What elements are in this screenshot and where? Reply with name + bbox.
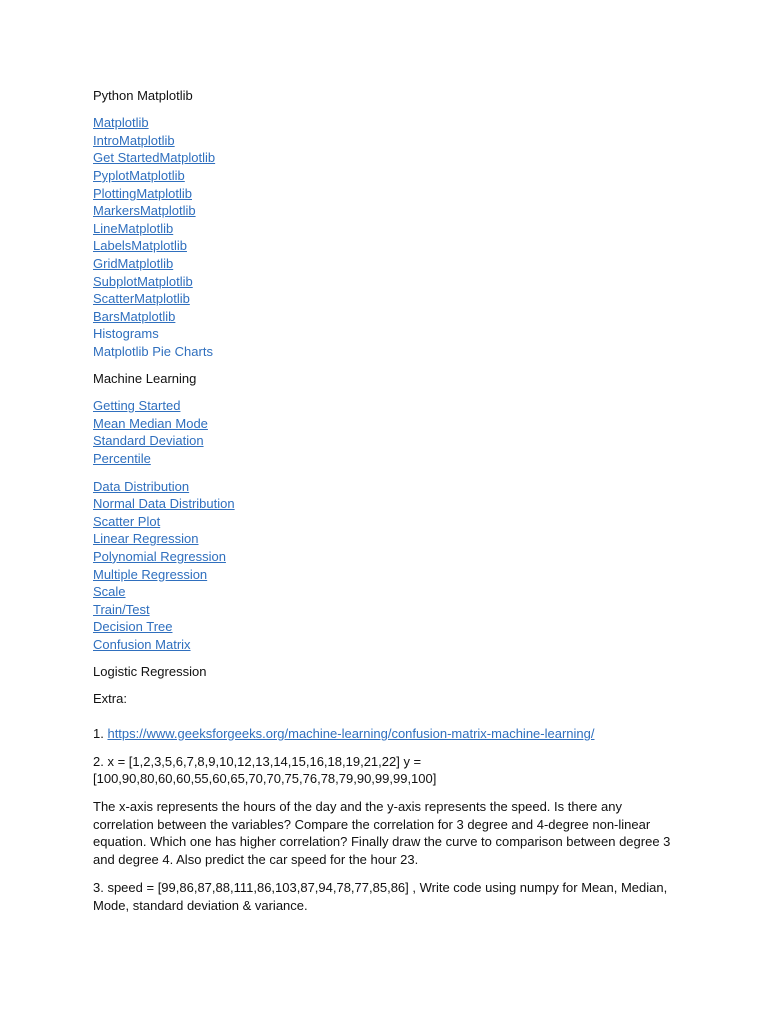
link-mean-median-mode[interactable]: Mean Median Mode	[93, 415, 208, 431]
list-item	[93, 450, 683, 468]
list-item	[93, 432, 683, 450]
list-item	[93, 308, 683, 326]
link-barsmatplotlib[interactable]: BarsMatplotlib	[93, 308, 176, 324]
link-gridmatplotlib[interactable]: GridMatplotlib	[93, 255, 174, 271]
list-item	[93, 636, 683, 654]
link-data-distribution[interactable]: Data Distribution	[93, 478, 190, 494]
list-item	[93, 415, 683, 433]
link-matplotlib-pie-charts[interactable]: Matplotlib Pie Charts	[93, 343, 213, 359]
list-item	[93, 601, 683, 619]
link-multiple-regression[interactable]: Multiple Regression	[93, 566, 208, 582]
item-2-y-values: [100,90,80,60,60,55,60,65,70,70,75,76,78,79,90,99,99,100]	[93, 771, 437, 787]
link-histograms[interactable]: Histograms	[93, 326, 159, 342]
geeksforgeeks-link[interactable]: https://www.geeksforgeeks.org/machine-learning/confusion-matrix-machine-learning/	[107, 725, 595, 741]
list-item	[93, 255, 683, 273]
list-item	[93, 290, 683, 308]
item-3: 3. speed = [99,86,87,88,111,86,103,87,94,78,77,85,86] , Write code using numpy for Mean, Median, Mode, standard deviation & variance.	[93, 879, 668, 913]
link-percentile[interactable]: Percentile	[93, 450, 151, 466]
list-item	[93, 618, 683, 636]
list-item	[93, 167, 683, 185]
item-2-x-values: 2. x = [1,2,3,5,6,7,8,9,10,12,13,14,15,16,18,19,21,22] y =	[93, 753, 422, 769]
link-subplotmatplotlib[interactable]: SubplotMatplotlib	[93, 273, 193, 289]
link-polynomial-regression[interactable]: Polynomial Regression	[93, 548, 226, 564]
link-linear-regression[interactable]: Linear Regression	[93, 531, 199, 547]
list-item	[93, 114, 683, 132]
list-item	[93, 397, 683, 415]
link-labelsmatplotlib[interactable]: LabelsMatplotlib	[93, 238, 187, 254]
matplotlib-link-list	[93, 114, 683, 360]
link-linematplotlib[interactable]: LineMatplotlib	[93, 220, 174, 236]
link-confusion-matrix[interactable]: Confusion Matrix	[93, 636, 191, 652]
link-getting-started[interactable]: Getting Started	[93, 398, 181, 414]
ml-link-list-advanced	[93, 478, 683, 654]
list-item	[93, 548, 683, 566]
link-intromatplotlib[interactable]: IntroMatplotlib	[93, 132, 175, 148]
link-markersmatplotlib[interactable]: MarkersMatplotlib	[93, 203, 196, 219]
link-standard-deviation[interactable]: Standard Deviation	[93, 433, 204, 449]
heading-python-matplotlib: Python Matplotlib	[93, 88, 193, 103]
extra-label: Extra:	[93, 691, 127, 707]
list-item	[93, 273, 683, 291]
list-item	[93, 132, 683, 150]
ml-link-list-basics	[93, 397, 683, 467]
list-item	[93, 530, 683, 548]
list-item	[93, 325, 683, 343]
link-get-startedmatplotlib[interactable]: Get StartedMatplotlib	[93, 150, 216, 166]
link-normal-data-distribution[interactable]: Normal Data Distribution	[93, 496, 235, 512]
link-decision-tree[interactable]: Decision Tree	[93, 619, 173, 635]
list-item	[93, 513, 683, 531]
link-matplotlib[interactable]: Matplotlib	[93, 115, 149, 131]
list-item	[93, 495, 683, 513]
link-scattermatplotlib[interactable]: ScatterMatplotlib	[93, 291, 190, 307]
list-item	[93, 237, 683, 255]
list-item	[93, 478, 683, 496]
list-item	[93, 185, 683, 203]
list-item	[93, 202, 683, 220]
list-item	[93, 220, 683, 238]
item-1-prefix: 1.	[93, 725, 108, 741]
link-pyplotmatplotlib[interactable]: PyplotMatplotlib	[93, 167, 185, 183]
heading-machine-learning: Machine Learning	[93, 371, 197, 386]
document-content	[93, 87, 683, 914]
list-item	[93, 583, 683, 601]
link-scale[interactable]: Scale	[93, 584, 126, 600]
heading-logistic-regression: Logistic Regression	[93, 664, 207, 679]
list-item	[93, 343, 683, 361]
item-2-data	[93, 753, 683, 788]
link-train-test[interactable]: Train/Test	[93, 601, 150, 617]
link-plottingmatplotlib[interactable]: PlottingMatplotlib	[93, 185, 192, 201]
list-item	[93, 149, 683, 167]
list-item	[93, 566, 683, 584]
item-1	[93, 725, 683, 743]
item-2-description: The x-axis represents the hours of the day and the y-axis represents the speed. Is there any correlation between the variables? Compare the correlation for 3 degree and 4-degree non-linear equation. Which one has higher correlation? Finally draw the curve to comparison between degree 3 and degree 4. Also predict the car speed for the hour 23.	[93, 798, 671, 868]
link-scatter-plot[interactable]: Scatter Plot	[93, 513, 161, 529]
